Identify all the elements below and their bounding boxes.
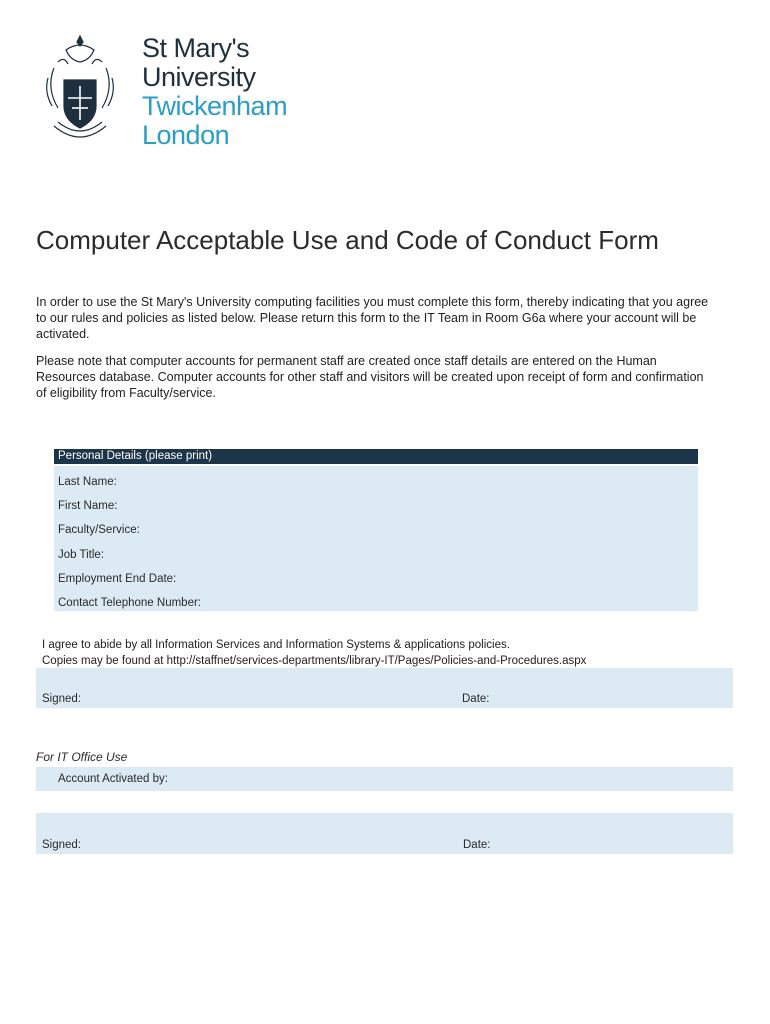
date-label: Date:: [462, 693, 490, 705]
personal-details-header: Personal Details (please print): [54, 449, 698, 464]
wordmark-line-3: Twickenham: [142, 91, 288, 121]
wordmark-line-2: University: [142, 62, 256, 92]
intro-paragraph: In order to use the St Mary's University computing facilities you must complete this form, thereby indicating that you agree to our rules and policies as listed below. Please return this form to the IT Team in Room G6a where your account will be activated.: [36, 295, 709, 341]
faculty-service-label: Faculty/Service:: [58, 524, 140, 536]
university-crest-icon: [36, 28, 124, 156]
wordmark-line-4: London: [142, 120, 230, 150]
agreement-line-1: I agree to abide by all Information Services and Information Systems & applications policies.: [42, 639, 510, 651]
personal-details-fields[interactable]: [54, 466, 698, 611]
it-signed-label: Signed:: [42, 839, 82, 851]
it-office-use-heading: For IT Office Use: [36, 750, 128, 764]
agreement-text: [42, 637, 742, 669]
university-wordmark: [142, 34, 287, 150]
account-activated-label: Account Activated by:: [58, 773, 168, 785]
contact-telephone-label: Contact Telephone Number:: [58, 597, 201, 609]
employment-end-date-label: Employment End Date:: [58, 573, 177, 585]
first-name-label: First Name:: [58, 500, 118, 512]
last-name-label: Last Name:: [58, 476, 117, 488]
wordmark-line-1: St Mary's: [142, 33, 250, 63]
page-title: Computer Acceptable Use and Code of Conduct Form: [36, 225, 659, 255]
it-signature-field[interactable]: [36, 813, 733, 854]
signature-field[interactable]: [36, 668, 733, 708]
agreement-policy-link: Copies may be found at http://staffnet/services-departments/library-IT/Pages/Policies-and-Procedures.aspx: [42, 655, 587, 667]
note-paragraph: Please note that computer accounts for permanent staff are created once staff details are entered on the Human Resources database. Computer accounts for other staff and visitors will be created upon receipt of form and confirmation of eligibility from Faculty/service.: [36, 354, 704, 400]
it-date-label: Date:: [463, 839, 491, 851]
signed-label: Signed:: [42, 693, 82, 705]
job-title-label: Job Title:: [58, 549, 105, 561]
